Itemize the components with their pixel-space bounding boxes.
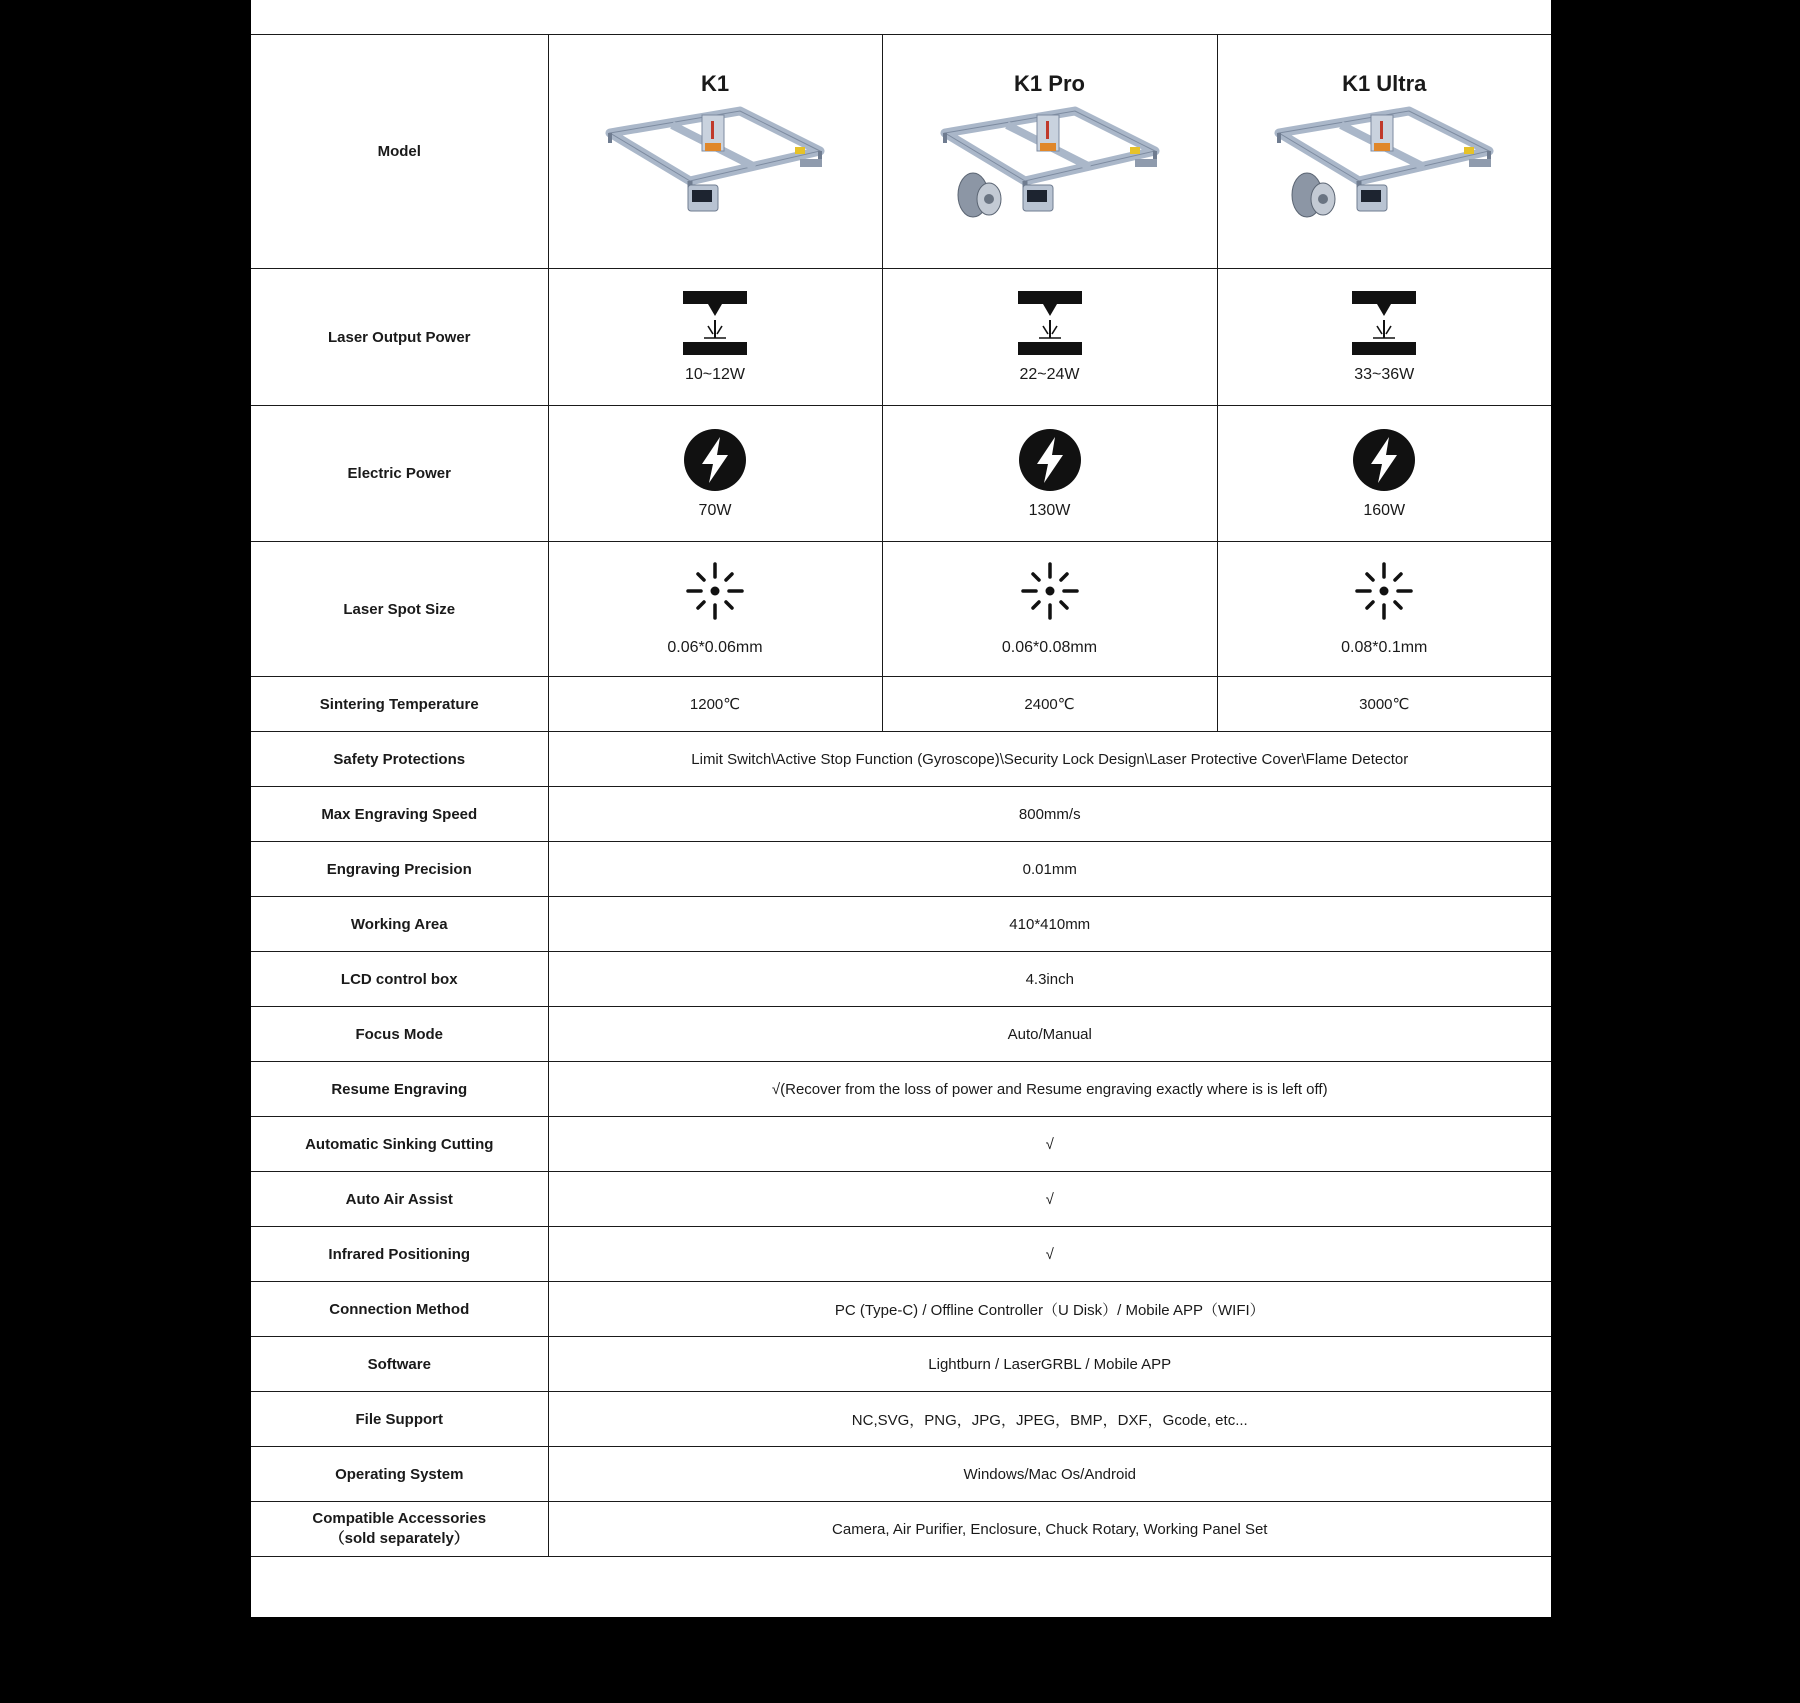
row-label [251,1502,548,1557]
row-label: Infrared Positioning [251,1227,548,1282]
laser-engraver-image [590,103,840,233]
spec-value: Lightburn / LaserGRBL / Mobile APP [548,1337,1551,1392]
spec-value: PC (Type-C) / Offline Controller（U Disk）/ Mobile APP（WIFI） [548,1282,1551,1337]
spec-cell [1217,406,1551,542]
row-label: Automatic Sinking Cutting [251,1117,548,1172]
spec-value: √ [548,1172,1551,1227]
laser-spot-icon [1354,561,1414,621]
spec-row [251,897,1551,952]
accessories-label: Compatible Accessories [312,1510,487,1527]
spec-row [251,787,1551,842]
row-label: Operating System [251,1447,548,1502]
spec-value: 0.06*0.08mm [1001,639,1098,656]
spec-row [251,1062,1551,1117]
spec-cell [1217,269,1551,406]
laser-beam-icon [682,290,748,356]
spec-value: 1200℃ [548,677,882,732]
row-label: Laser Output Power [251,269,548,406]
spec-row [251,1392,1551,1447]
spec-sheet [251,0,1551,1617]
model-header-row [251,35,1551,269]
laser-engraver-with-rotary-image [925,103,1175,233]
row-label: Electric Power [251,406,548,542]
spec-value: 2400℃ [882,677,1217,732]
spec-value: Limit Switch\Active Stop Function (Gyroscope)\Security Lock Design\Laser Protective Cover\Flame Detector [548,732,1551,787]
spec-value: √ [548,1117,1551,1172]
row-label: Working Area [251,897,548,952]
model-name: K1 Ultra [1342,70,1427,96]
model-k1-ultra-cell [1217,35,1551,269]
spec-cell [882,406,1217,542]
laser-output-power-row [251,269,1551,406]
spec-value: √ [548,1227,1551,1282]
electric-power-row [251,406,1551,542]
laser-spot-icon [1020,561,1080,621]
spec-cell [548,269,882,406]
model-label: Model [251,35,548,269]
spec-value: √(Recover from the loss of power and Resume engraving exactly where is is left off) [548,1062,1551,1117]
spec-value: 130W [1028,501,1071,519]
lightning-bolt-icon [1352,428,1416,492]
lightning-bolt-icon [683,428,747,492]
spec-value: 33~36W [1354,366,1415,383]
spec-value: 4.3inch [548,952,1551,1007]
spec-row [251,952,1551,1007]
row-label: Software [251,1337,548,1392]
spec-row [251,1337,1551,1392]
spec-value: NC,SVG，PNG，JPG，JPEG，BMP，DXF，Gcode, etc... [548,1392,1551,1447]
spec-cell [882,542,1217,677]
accessories-note: （sold separately） [329,1530,469,1547]
comparison-table [251,34,1551,1557]
spec-value: 160W [1363,501,1406,519]
row-label: Sintering Temperature [251,677,548,732]
spec-cell [1217,542,1551,677]
laser-beam-icon [1017,290,1083,356]
model-k1-pro-cell [882,35,1217,269]
laser-engraver-with-rotary-image [1259,103,1509,233]
row-label: Focus Mode [251,1007,548,1062]
accessories-row [251,1502,1551,1557]
lightning-bolt-icon [1018,428,1082,492]
row-label: Engraving Precision [251,842,548,897]
spec-row [251,842,1551,897]
spec-value: 800mm/s [548,787,1551,842]
row-label: File Support [251,1392,548,1447]
spec-value: 3000℃ [1217,677,1551,732]
laser-beam-icon [1351,290,1417,356]
spec-row [251,1172,1551,1227]
spec-cell [548,406,882,542]
spec-value: 22~24W [1019,366,1080,383]
spec-value: 0.01mm [548,842,1551,897]
model-name: K1 Pro [1014,70,1085,96]
spec-value: 70W [698,501,732,519]
laser-spot-icon [685,561,745,621]
row-label: Max Engraving Speed [251,787,548,842]
spec-value: 10~12W [684,366,746,383]
model-name: K1 [700,70,730,96]
sintering-temperature-row [251,677,1551,732]
row-label: Safety Protections [251,732,548,787]
spec-value: Auto/Manual [548,1007,1551,1062]
row-label: Resume Engraving [251,1062,548,1117]
spec-value: 0.08*0.1mm [1341,639,1428,656]
spec-row [251,1447,1551,1502]
spec-row [251,1007,1551,1062]
spec-value: Windows/Mac Os/Android [548,1447,1551,1502]
row-label: Connection Method [251,1282,548,1337]
spec-value: 410*410mm [548,897,1551,952]
spec-row [251,732,1551,787]
shared-spec-rows [251,732,1551,1502]
row-label: Auto Air Assist [251,1172,548,1227]
laser-spot-size-row [251,542,1551,677]
spec-value: Camera, Air Purifier, Enclosure, Chuck Rotary, Working Panel Set [548,1502,1551,1557]
spec-row [251,1227,1551,1282]
spec-value: 0.06*0.06mm [667,639,763,656]
spec-row [251,1282,1551,1337]
spec-cell [548,542,882,677]
spec-row [251,1117,1551,1172]
spec-cell [882,269,1217,406]
row-label: LCD control box [251,952,548,1007]
row-label: Laser Spot Size [251,542,548,677]
model-k1-cell [548,35,882,269]
